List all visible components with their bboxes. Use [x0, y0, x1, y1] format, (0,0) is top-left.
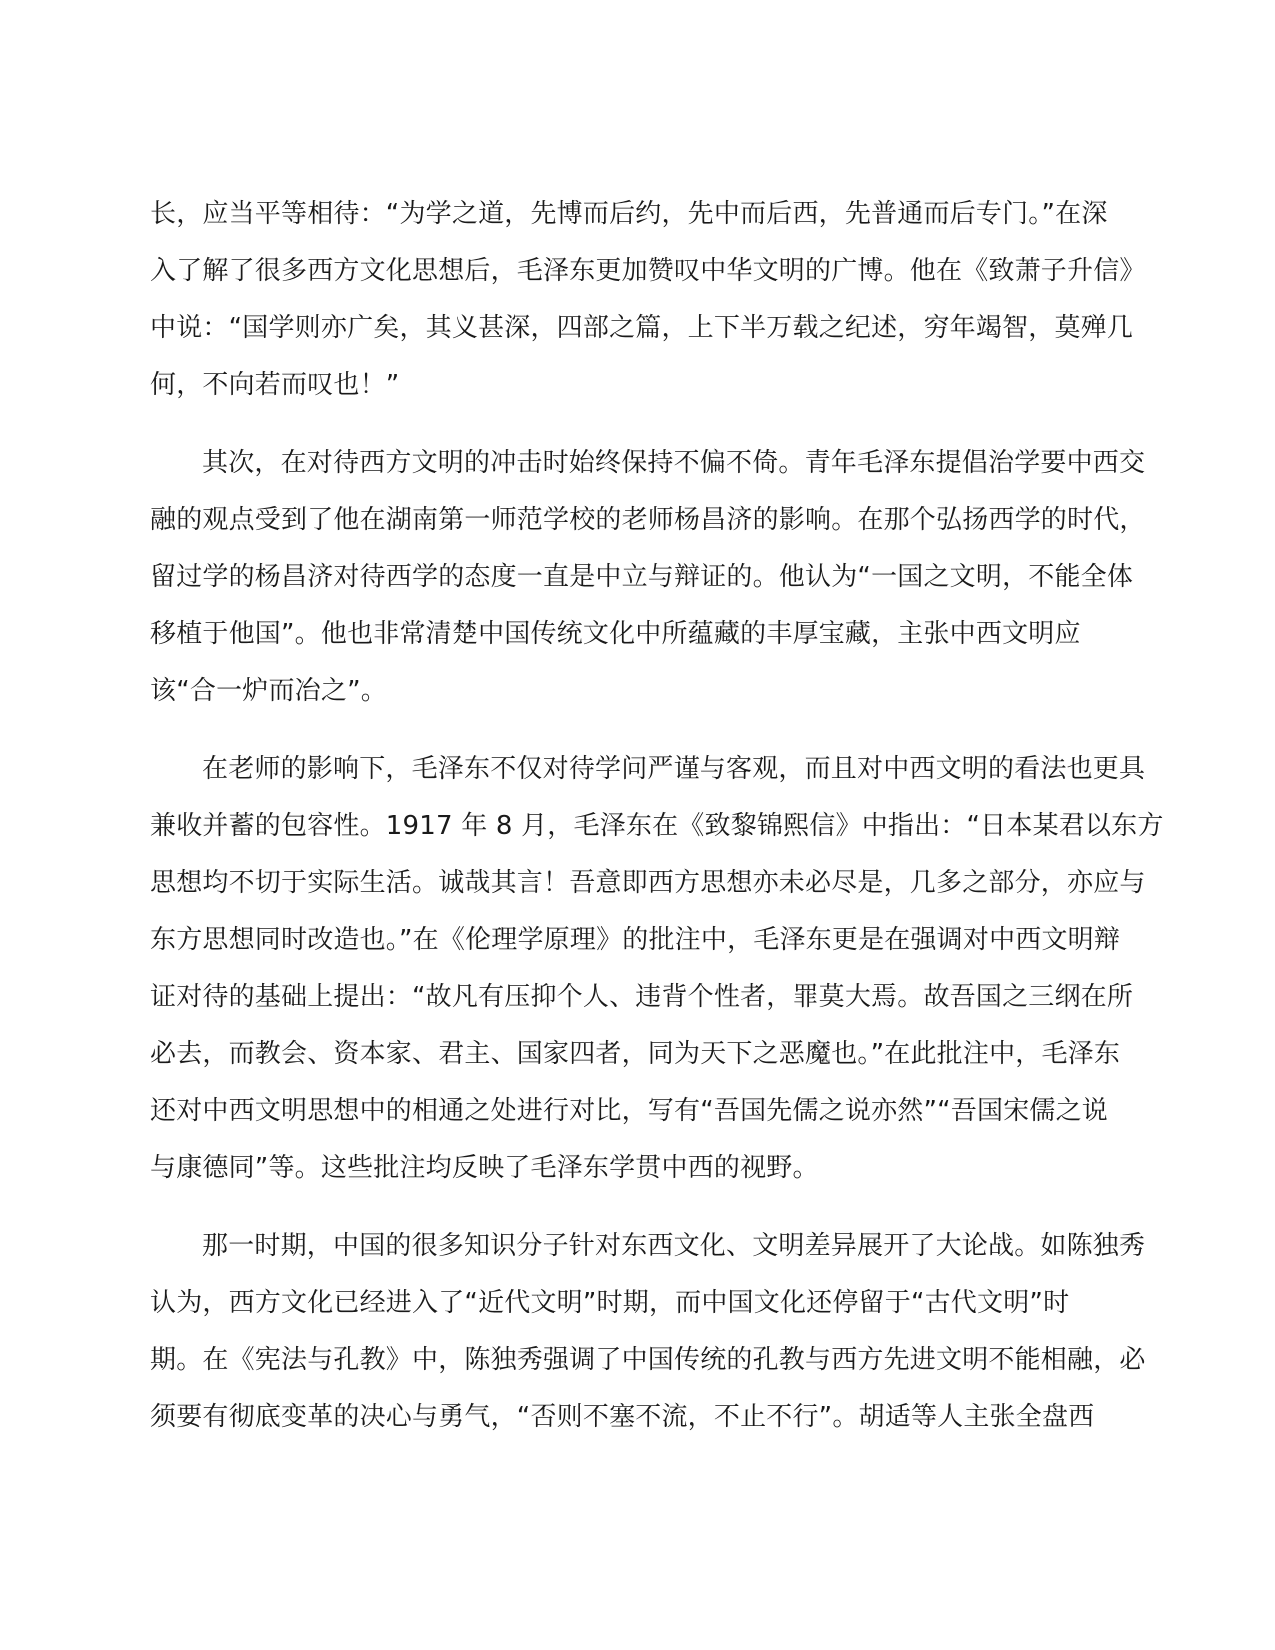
paragraph-1 — [150, 186, 1146, 414]
paragraph-3 — [150, 741, 1164, 1197]
paragraph-2 — [150, 435, 1146, 720]
text-line: 期。在《宪法与孔教》中，陈独秀强调了中国传统的孔教与西方先进文明不能相融，必 — [150, 1345, 1146, 1375]
text-line: 长，应当平等相待：“为学之道，先博而后约，先中而后西，先普通而后专门。”在深 — [150, 199, 1108, 229]
text-line: 其次，在对待西方文明的冲击时始终保持不偏不倚。青年毛泽东提倡治学要中西交 — [202, 448, 1146, 478]
text-line: 移植于他国”。他也非常清楚中国传统文化中所蕴藏的丰厚宝藏，主张中西文明应 — [150, 619, 1081, 649]
text-line: 该“合一炉而冶之”。 — [150, 676, 387, 706]
text-line: 在老师的影响下，毛泽东不仅对待学问严谨与客观，而且对中西文明的看法也更具 — [202, 754, 1146, 784]
text-line: 入了解了很多西方文化思想后，毛泽东更加赞叹中华文明的广博。他在《致萧子升信》 — [150, 256, 1146, 286]
paragraph-4 — [150, 1218, 1146, 1446]
text-line: 留过学的杨昌济对待西学的态度一直是中立与辩证的。他认为“一国之文明，不能全体 — [150, 562, 1134, 592]
text-line: 还对中西文明思想中的相通之处进行对比，写有“吾国先儒之说亦然”“吾国宋儒之说 — [150, 1096, 1109, 1126]
text-line: 思想均不切于实际生活。诚哉其言！吾意即西方思想亦未必尽是，几多之部分，亦应与 — [150, 868, 1146, 898]
text-line: 东方思想同时改造也。”在《伦理学原理》的批注中，毛泽东更是在强调对中西文明辩 — [150, 925, 1121, 955]
text-line: 兼收并蓄的包容性。1917 年 8 月，毛泽东在《致黎锦熙信》中指出：“日本某君以东方 — [150, 811, 1164, 841]
text-line: 何，不向若而叹也！” — [150, 370, 400, 400]
text-line: 中说：“国学则亦广矣，其义甚深，四部之篇，上下半万载之纪述，穷年竭智，莫殚几 — [150, 313, 1134, 343]
text-line: 必去，而教会、资本家、君主、国家四者，同为天下之恶魔也。”在此批注中，毛泽东 — [150, 1039, 1121, 1069]
text-line: 须要有彻底变革的决心与勇气，“否则不塞不流，不止不行”。胡适等人主张全盘西 — [150, 1402, 1095, 1432]
text-line: 证对待的基础上提出：“故凡有压抑个人、违背个性者，罪莫大焉。故吾国之三纲在所 — [150, 982, 1134, 1012]
text-line: 认为，西方文化已经进入了“近代文明”时期，而中国文化还停留于“古代文明”时 — [150, 1288, 1070, 1318]
text-line: 与康德同”等。这些批注均反映了毛泽东学贯中西的视野。 — [150, 1153, 819, 1183]
document-body — [150, 186, 1164, 1446]
text-line: 融的观点受到了他在湖南第一师范学校的老师杨昌济的影响。在那个弘扬西学的时代， — [150, 505, 1146, 535]
paragraph-spacer — [150, 720, 1110, 741]
paragraph-spacer — [150, 414, 1110, 435]
text-line: 那一时期，中国的很多知识分子针对东西文化、文明差异展开了大论战。如陈独秀 — [202, 1231, 1146, 1261]
paragraph-spacer — [150, 1197, 1110, 1218]
